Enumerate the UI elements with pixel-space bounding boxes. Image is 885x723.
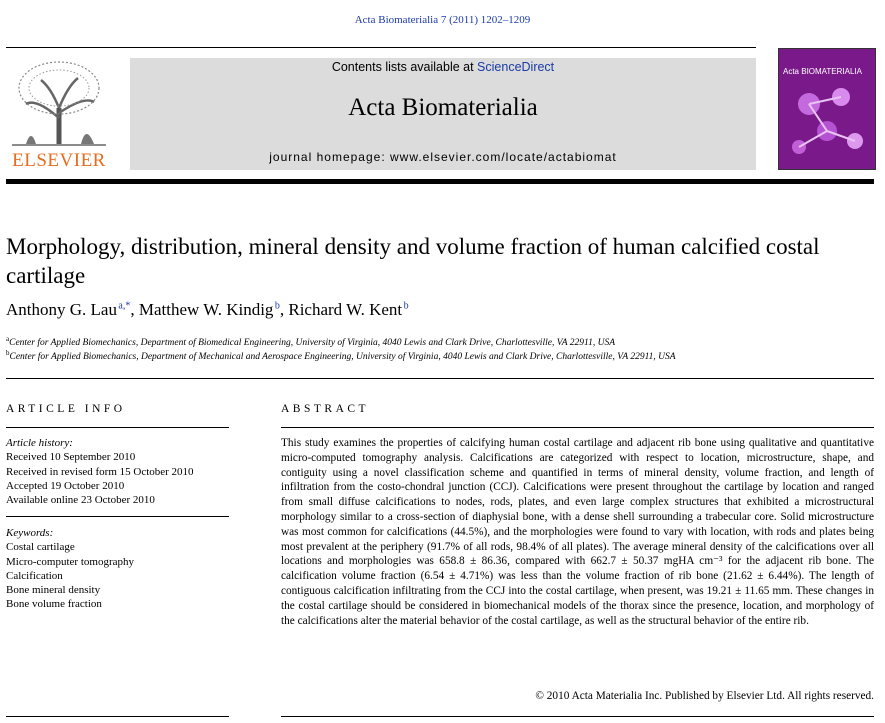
affiliation-mark: b <box>6 349 10 357</box>
contents-prefix: Contents lists available at <box>331 60 478 74</box>
abstract-heading: ABSTRACT <box>281 403 370 415</box>
keywords-rule <box>6 516 229 517</box>
elsevier-logo-text: ELSEVIER <box>12 150 106 171</box>
keyword-item: Costal cartilage <box>6 541 75 554</box>
section-divider <box>6 378 874 379</box>
affiliation-text: Center for Applied Biomechanics, Department of Biomedical Engineering, University of Virginia, 4040 Lewis and Clark Drive, Charlottesville, VA 22911, USA <box>9 338 616 349</box>
author-affiliation-mark[interactable]: a,* <box>118 300 131 312</box>
author-name: Matthew W. Kindig <box>138 300 274 319</box>
bottom-rule-left <box>6 716 229 717</box>
bottom-rule-right <box>281 716 874 717</box>
author-name: Anthony G. Lau <box>6 300 117 319</box>
affiliation-text: Center for Applied Biomechanics, Department of Mechanical and Aerospace Engineering, University of Virginia, 4040 Lewis and Clark Drive, Charlottesville, VA 22911, USA <box>9 352 676 363</box>
copyright-line: © 2010 Acta Materialia Inc. Published by Elsevier Ltd. All rights reserved. <box>535 690 874 702</box>
header-top-rule <box>6 47 756 48</box>
journal-homepage[interactable]: journal homepage: www.elsevier.com/locate/actabiomat <box>269 150 617 164</box>
header-bottom-rule <box>6 179 874 184</box>
contents-line <box>130 60 756 74</box>
article-info-rule <box>6 427 229 428</box>
affiliation-mark: a <box>6 335 10 343</box>
abstract-text: This study examines the properties of calcifying human costal cartilage and adjacent rib bone using qualitative and quantitative micro-computed tomography analysis. Calcifications are categorized with respect to location, microstructure, shape, and contiguity using a novel classification scheme and quantified in terms of mineral density, volume fraction, and length of infiltration from the costo-chondral junction (CCJ). Calcifications were present throughout the cartilage by location and ranged from small diffuse calcifications to nodes, rods, plates, and even large complex structures that exhibited a microstructural morphology similar to a cross-section of diaphysial bone, with a dense shell surrounding a trabecular core. Solid microstructure was most common for calcifications (44.5%), and the morphologies were found to vary with location, with rods and plates being most prevalent at the periphery (91.7% of all rods, 98.4% of all plates). The average mineral density of the calcifications over all locations and morphologies was 658.8 ± 86.36, compared with 662.7 ± 50.37 mgHA cm⁻³ for the adjacent rib bone. The calcification volume fraction (6.54 ± 4.71%) was less than the volume fraction of rib bone (21.62 ± 6.44%). The length of contiguous calcification infiltrating from the CCJ into the costal cartilage, when present, was 19.21 ± 11.65 mm. These changes in the costal cartilage should be considered in biomechanical models of the thorax since the presence, location, and morphology of the calcifications alter the material behavior of the costal cartilage, as well as the structural behavior of the entire rib. <box>281 437 874 627</box>
article-title: Morphology, distribution, mineral density and volume fraction of human calcified costal cartilage <box>6 234 820 288</box>
cover-molecule-art <box>779 49 875 169</box>
affiliation-a <box>6 335 615 348</box>
history-item: Available online 23 October 2010 <box>6 494 155 507</box>
article-info-heading: ARTICLE INFO <box>6 403 126 415</box>
history-item: Accepted 19 October 2010 <box>6 479 125 492</box>
article-history <box>6 436 194 507</box>
history-label: Article history: <box>6 437 73 449</box>
cover-title: Acta BIOMATERIALIA <box>783 67 862 76</box>
affiliation-b <box>6 349 676 362</box>
author-affiliation-mark[interactable]: b <box>274 300 280 312</box>
keyword-item: Bone volume fraction <box>6 598 102 611</box>
author-separator: , <box>279 300 289 319</box>
journal-citation[interactable]: Acta Biomaterialia 7 (2011) 1202–1209 <box>354 14 531 26</box>
history-item: Received 10 September 2010 <box>6 451 136 464</box>
author-list <box>6 300 409 320</box>
keyword-item: Micro-computer tomography <box>6 555 134 568</box>
abstract-rule <box>281 427 874 428</box>
keywords <box>6 526 134 612</box>
journal-header-box <box>130 58 756 170</box>
keywords-label: Keywords: <box>6 527 54 539</box>
history-item: Received in revised form 15 October 2010 <box>6 465 194 478</box>
journal-name: Acta Biomaterialia <box>348 94 538 121</box>
author-name: Richard W. Kent <box>288 300 403 319</box>
keyword-item: Calcification <box>6 569 63 582</box>
sciencedirect-link[interactable]: ScienceDirect <box>477 60 555 74</box>
keyword-item: Bone mineral density <box>6 584 101 597</box>
journal-cover-image <box>778 48 876 170</box>
author-separator: , <box>130 300 139 319</box>
author-affiliation-mark[interactable]: b <box>403 300 409 312</box>
